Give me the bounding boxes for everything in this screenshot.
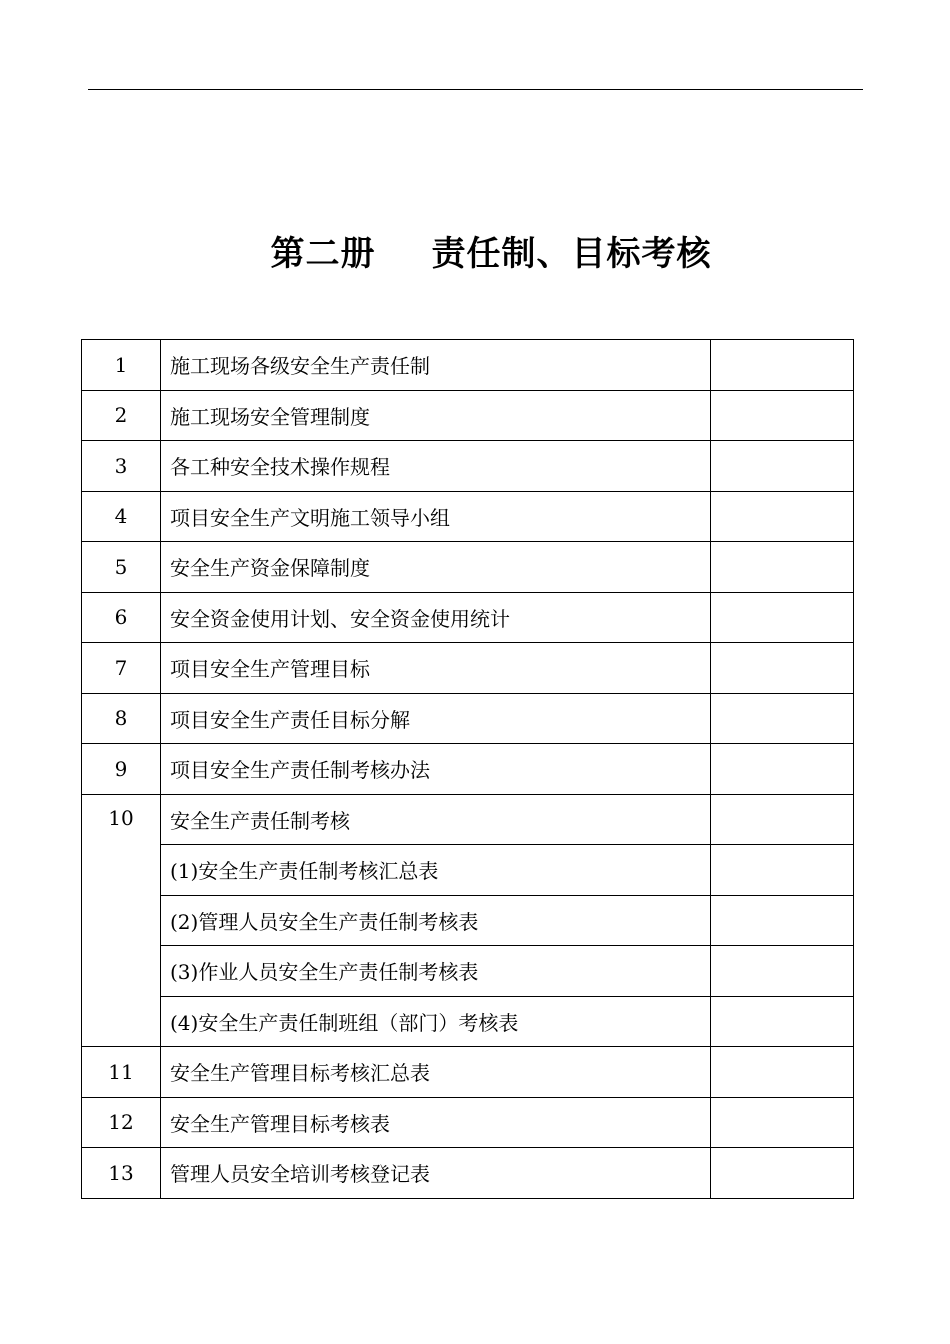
table-row xyxy=(82,643,854,694)
item-number: 12 xyxy=(82,1097,161,1148)
item-title: 管理人员安全培训考核登记表 xyxy=(161,1148,711,1199)
item-title: 项目安全生产责任目标分解 xyxy=(161,693,711,744)
item-number: 13 xyxy=(82,1148,161,1199)
item-number: 1 xyxy=(82,340,161,391)
table-row xyxy=(82,1097,854,1148)
table-row xyxy=(82,996,854,1047)
item-number: 7 xyxy=(82,643,161,694)
table-row xyxy=(82,340,854,391)
table-row xyxy=(82,390,854,441)
item-title: 项目安全生产文明施工领导小组 xyxy=(161,491,711,542)
table-row xyxy=(82,1148,854,1199)
page-cell xyxy=(711,1097,854,1148)
sub-item-title: (1)安全生产责任制考核汇总表 xyxy=(161,845,711,896)
item-number: 8 xyxy=(82,693,161,744)
item-number: 4 xyxy=(82,491,161,542)
table-row xyxy=(82,441,854,492)
page-cell xyxy=(711,794,854,845)
table-row xyxy=(82,794,854,845)
item-number: 5 xyxy=(82,542,161,593)
table-row xyxy=(82,491,854,542)
item-title: 安全生产责任制考核 xyxy=(161,794,711,845)
item-title: 安全生产资金保障制度 xyxy=(161,542,711,593)
sub-item-title: (2)管理人员安全生产责任制考核表 xyxy=(161,895,711,946)
item-title: 施工现场安全管理制度 xyxy=(161,390,711,441)
title-subject: 责任制、目标考核 xyxy=(431,234,712,274)
item-title: 施工现场各级安全生产责任制 xyxy=(161,340,711,391)
page-cell xyxy=(711,895,854,946)
page-cell xyxy=(711,491,854,542)
sub-item-title: (4)安全生产责任制班组（部门）考核表 xyxy=(161,996,711,1047)
table-row xyxy=(82,845,854,896)
header-rule xyxy=(88,89,863,90)
item-number: 10 xyxy=(82,794,161,1047)
item-title: 安全资金使用计划、安全资金使用统计 xyxy=(161,592,711,643)
page-cell xyxy=(711,340,854,391)
page-cell xyxy=(711,441,854,492)
page-cell xyxy=(711,643,854,694)
page-cell xyxy=(711,1047,854,1098)
item-number: 6 xyxy=(82,592,161,643)
page-cell xyxy=(711,1148,854,1199)
page-cell xyxy=(711,592,854,643)
page-title xyxy=(0,226,950,275)
item-title: 项目安全生产责任制考核办法 xyxy=(161,744,711,795)
table-row xyxy=(82,895,854,946)
table-row xyxy=(82,693,854,744)
sub-item-title: (3)作业人员安全生产责任制考核表 xyxy=(161,946,711,997)
item-number: 3 xyxy=(82,441,161,492)
table-row xyxy=(82,744,854,795)
table-row xyxy=(82,592,854,643)
title-volume: 第二册 xyxy=(270,234,376,274)
item-title: 各工种安全技术操作规程 xyxy=(161,441,711,492)
table-row xyxy=(82,1047,854,1098)
item-number: 2 xyxy=(82,390,161,441)
page-cell xyxy=(711,542,854,593)
page-cell xyxy=(711,744,854,795)
page-cell xyxy=(711,390,854,441)
item-number: 9 xyxy=(82,744,161,795)
page-cell xyxy=(711,946,854,997)
table-row xyxy=(82,946,854,997)
item-title: 安全生产管理目标考核表 xyxy=(161,1097,711,1148)
contents-table xyxy=(81,339,854,1199)
page-cell xyxy=(711,845,854,896)
table-row xyxy=(82,542,854,593)
page-cell xyxy=(711,996,854,1047)
item-title: 安全生产管理目标考核汇总表 xyxy=(161,1047,711,1098)
item-title: 项目安全生产管理目标 xyxy=(161,643,711,694)
page-cell xyxy=(711,693,854,744)
item-number: 11 xyxy=(82,1047,161,1098)
